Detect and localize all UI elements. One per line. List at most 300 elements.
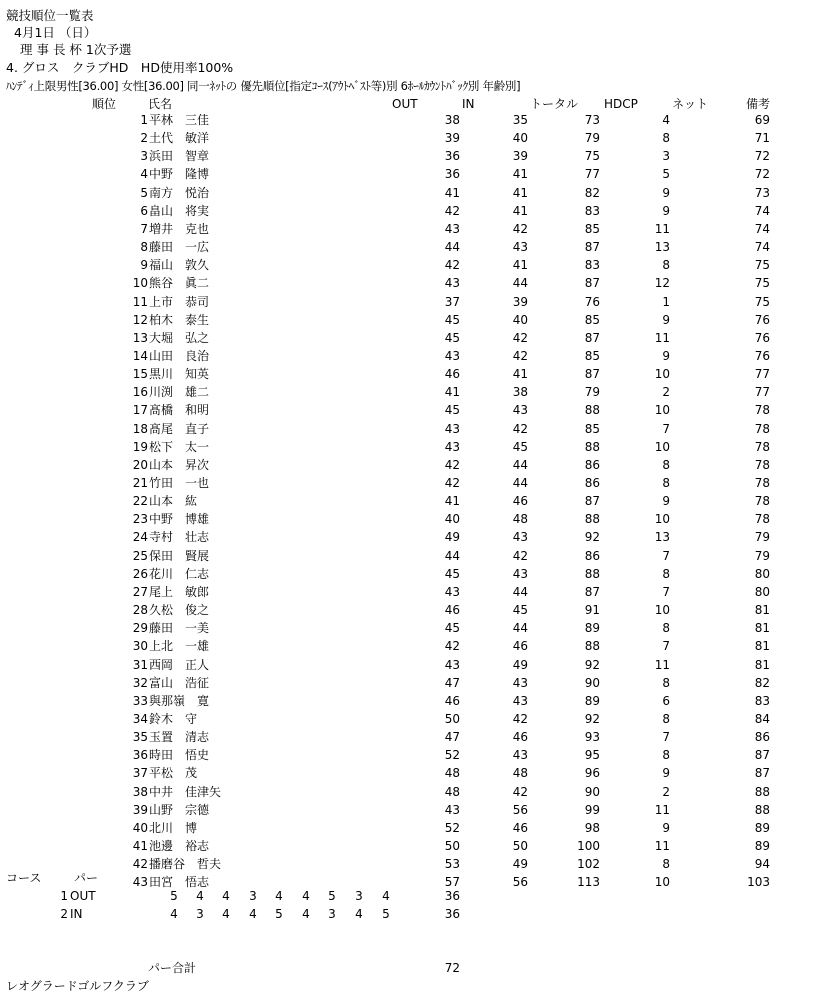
out-cell: 53 bbox=[444, 857, 460, 871]
hole-par: 3 bbox=[249, 889, 257, 903]
hdcp-cell: 9 bbox=[662, 494, 670, 508]
in-cell: 49 bbox=[512, 658, 528, 672]
total-cell: 76 bbox=[584, 295, 600, 309]
rank-cell: 23 bbox=[132, 512, 148, 526]
hole-par: 4 bbox=[302, 889, 310, 903]
hole-par: 5 bbox=[275, 907, 283, 921]
total-cell: 89 bbox=[584, 621, 600, 635]
hdcp-cell: 10 bbox=[654, 875, 670, 889]
name-cell: 保田 賢展 bbox=[149, 549, 210, 563]
hdcp-cell: 2 bbox=[662, 785, 670, 799]
net-cell: 75 bbox=[754, 258, 770, 272]
out-cell: 48 bbox=[444, 766, 460, 780]
total-cell: 88 bbox=[584, 512, 600, 526]
in-cell: 43 bbox=[512, 403, 528, 417]
hole-par: 4 bbox=[275, 889, 283, 903]
hole-par: 3 bbox=[328, 907, 336, 921]
report-title: 競技順位一覧表 bbox=[6, 8, 94, 23]
out-cell: 38 bbox=[444, 113, 460, 127]
name-cell: 黒川 知英 bbox=[149, 367, 210, 381]
name-cell: 上北 一雄 bbox=[149, 639, 210, 653]
name-cell: 山本 紘 bbox=[149, 494, 198, 508]
net-cell: 78 bbox=[754, 403, 770, 417]
col-remarks: 備考 bbox=[746, 97, 771, 111]
hdcp-cell: 8 bbox=[662, 676, 670, 690]
scoring-method: 4. グロス クラブHD HD使用率100% bbox=[6, 60, 234, 75]
out-cell: 36 bbox=[444, 149, 460, 163]
name-cell: 増井 克也 bbox=[149, 222, 210, 236]
total-cell: 95 bbox=[584, 748, 600, 762]
out-cell: 50 bbox=[444, 712, 460, 726]
rank-cell: 32 bbox=[132, 676, 148, 690]
net-cell: 88 bbox=[754, 785, 770, 799]
event-date: 4月1日 （日） bbox=[14, 25, 97, 40]
col-total: トータル bbox=[530, 97, 579, 111]
name-cell: 中野 博雄 bbox=[149, 512, 210, 526]
total-cell: 87 bbox=[584, 494, 600, 508]
hdcp-cell: 12 bbox=[654, 276, 670, 290]
hdcp-cell: 7 bbox=[662, 730, 670, 744]
hdcp-cell: 10 bbox=[654, 512, 670, 526]
rank-cell: 19 bbox=[132, 440, 148, 454]
rank-cell: 21 bbox=[132, 476, 148, 490]
out-cell: 43 bbox=[444, 349, 460, 363]
total-cell: 88 bbox=[584, 403, 600, 417]
out-cell: 47 bbox=[444, 676, 460, 690]
net-cell: 77 bbox=[754, 367, 770, 381]
rank-cell: 43 bbox=[132, 875, 148, 889]
par-label: パー bbox=[74, 871, 99, 885]
rank-cell: 16 bbox=[132, 385, 148, 399]
in-cell: 42 bbox=[512, 349, 528, 363]
hdcp-cell: 13 bbox=[654, 240, 670, 254]
name-cell: 髙橋 和明 bbox=[149, 403, 210, 417]
net-cell: 94 bbox=[754, 857, 770, 871]
in-cell: 42 bbox=[512, 222, 528, 236]
net-cell: 72 bbox=[754, 149, 770, 163]
event-name: 理 事 長 杯 1次予選 bbox=[20, 42, 132, 57]
out-cell: 45 bbox=[444, 403, 460, 417]
out-cell: 39 bbox=[444, 131, 460, 145]
in-cell: 39 bbox=[512, 295, 528, 309]
total-cell: 75 bbox=[584, 149, 600, 163]
rank-cell: 12 bbox=[132, 313, 148, 327]
out-cell: 43 bbox=[444, 585, 460, 599]
hdcp-cell: 10 bbox=[654, 367, 670, 381]
rank-cell: 27 bbox=[132, 585, 148, 599]
hole-par: 4 bbox=[222, 907, 230, 921]
net-cell: 82 bbox=[754, 676, 770, 690]
out-cell: 42 bbox=[444, 258, 460, 272]
name-cell: 久松 俊之 bbox=[149, 603, 210, 617]
hdcp-cell: 8 bbox=[662, 131, 670, 145]
rank-cell: 25 bbox=[132, 549, 148, 563]
out-cell: 47 bbox=[444, 730, 460, 744]
in-cell: 45 bbox=[512, 440, 528, 454]
in-cell: 46 bbox=[512, 821, 528, 835]
rank-cell: 5 bbox=[140, 186, 148, 200]
rank-cell: 8 bbox=[140, 240, 148, 254]
name-cell: 平林 三佳 bbox=[149, 113, 210, 127]
out-cell: 42 bbox=[444, 476, 460, 490]
name-cell: 山田 良治 bbox=[149, 349, 210, 363]
out-cell: 42 bbox=[444, 204, 460, 218]
hdcp-cell: 1 bbox=[662, 295, 670, 309]
net-cell: 81 bbox=[754, 621, 770, 635]
total-cell: 87 bbox=[584, 240, 600, 254]
hdcp-cell: 7 bbox=[662, 422, 670, 436]
net-cell: 81 bbox=[754, 603, 770, 617]
net-cell: 78 bbox=[754, 440, 770, 454]
net-cell: 78 bbox=[754, 458, 770, 472]
total-cell: 100 bbox=[577, 839, 600, 853]
in-cell: 43 bbox=[512, 240, 528, 254]
net-cell: 78 bbox=[754, 512, 770, 526]
out-cell: 43 bbox=[444, 222, 460, 236]
out-cell: 46 bbox=[444, 367, 460, 381]
rank-cell: 40 bbox=[132, 821, 148, 835]
rank-cell: 15 bbox=[132, 367, 148, 381]
col-hdcp: HDCP bbox=[604, 97, 638, 111]
rank-cell: 41 bbox=[132, 839, 148, 853]
course-par-total: 36 bbox=[444, 889, 460, 903]
hdcp-cell: 8 bbox=[662, 857, 670, 871]
rank-cell: 42 bbox=[132, 857, 148, 871]
total-cell: 85 bbox=[584, 222, 600, 236]
rank-cell: 9 bbox=[140, 258, 148, 272]
out-cell: 43 bbox=[444, 422, 460, 436]
out-cell: 49 bbox=[444, 530, 460, 544]
out-cell: 50 bbox=[444, 839, 460, 853]
hole-par: 4 bbox=[302, 907, 310, 921]
in-cell: 43 bbox=[512, 530, 528, 544]
hdcp-cell: 10 bbox=[654, 403, 670, 417]
total-cell: 88 bbox=[584, 567, 600, 581]
hdcp-cell: 7 bbox=[662, 639, 670, 653]
net-cell: 83 bbox=[754, 694, 770, 708]
in-cell: 46 bbox=[512, 730, 528, 744]
in-cell: 46 bbox=[512, 494, 528, 508]
course-par-total: 36 bbox=[444, 907, 460, 921]
hdcp-cell: 6 bbox=[662, 694, 670, 708]
out-cell: 42 bbox=[444, 458, 460, 472]
net-cell: 72 bbox=[754, 167, 770, 181]
name-cell: 柏木 泰生 bbox=[149, 313, 210, 327]
net-cell: 80 bbox=[754, 567, 770, 581]
total-cell: 87 bbox=[584, 276, 600, 290]
hdcp-cell: 9 bbox=[662, 821, 670, 835]
total-cell: 92 bbox=[584, 712, 600, 726]
rank-cell: 14 bbox=[132, 349, 148, 363]
hdcp-cell: 3 bbox=[662, 149, 670, 163]
name-cell: 西岡 正人 bbox=[149, 658, 210, 672]
rank-cell: 6 bbox=[140, 204, 148, 218]
net-cell: 84 bbox=[754, 712, 770, 726]
rank-cell: 4 bbox=[140, 167, 148, 181]
in-cell: 56 bbox=[512, 803, 528, 817]
total-cell: 86 bbox=[584, 476, 600, 490]
net-cell: 103 bbox=[747, 875, 770, 889]
total-cell: 86 bbox=[584, 458, 600, 472]
out-cell: 41 bbox=[444, 385, 460, 399]
hdcp-cell: 7 bbox=[662, 549, 670, 563]
in-cell: 49 bbox=[512, 857, 528, 871]
in-cell: 56 bbox=[512, 875, 528, 889]
net-cell: 73 bbox=[754, 186, 770, 200]
total-cell: 113 bbox=[577, 875, 600, 889]
out-cell: 52 bbox=[444, 748, 460, 762]
total-cell: 86 bbox=[584, 549, 600, 563]
rank-cell: 13 bbox=[132, 331, 148, 345]
total-cell: 102 bbox=[577, 857, 600, 871]
in-cell: 44 bbox=[512, 585, 528, 599]
hole-par: 5 bbox=[170, 889, 178, 903]
hdcp-cell: 8 bbox=[662, 621, 670, 635]
hole-par: 3 bbox=[196, 907, 204, 921]
rank-cell: 10 bbox=[132, 276, 148, 290]
rank-cell: 33 bbox=[132, 694, 148, 708]
rank-cell: 29 bbox=[132, 621, 148, 635]
in-cell: 41 bbox=[512, 167, 528, 181]
net-cell: 76 bbox=[754, 349, 770, 363]
total-cell: 85 bbox=[584, 349, 600, 363]
hdcp-cell: 8 bbox=[662, 476, 670, 490]
out-cell: 57 bbox=[444, 875, 460, 889]
net-cell: 79 bbox=[754, 549, 770, 563]
hdcp-cell: 10 bbox=[654, 603, 670, 617]
rank-cell: 7 bbox=[140, 222, 148, 236]
name-cell: 玉置 清志 bbox=[149, 730, 210, 744]
net-cell: 71 bbox=[754, 131, 770, 145]
total-cell: 90 bbox=[584, 676, 600, 690]
net-cell: 74 bbox=[754, 240, 770, 254]
club-name: レオグラードゴルフクラブ bbox=[6, 979, 149, 993]
rank-cell: 37 bbox=[132, 766, 148, 780]
total-cell: 96 bbox=[584, 766, 600, 780]
hdcp-cell: 11 bbox=[654, 803, 670, 817]
out-cell: 43 bbox=[444, 276, 460, 290]
hdcp-cell: 13 bbox=[654, 530, 670, 544]
total-cell: 91 bbox=[584, 603, 600, 617]
out-cell: 44 bbox=[444, 549, 460, 563]
name-cell: 上市 恭司 bbox=[149, 295, 210, 309]
net-cell: 87 bbox=[754, 748, 770, 762]
total-cell: 92 bbox=[584, 530, 600, 544]
rank-cell: 20 bbox=[132, 458, 148, 472]
total-cell: 93 bbox=[584, 730, 600, 744]
in-cell: 43 bbox=[512, 676, 528, 690]
col-out: OUT bbox=[392, 97, 418, 111]
name-cell: 熊谷 眞二 bbox=[149, 276, 210, 290]
net-cell: 78 bbox=[754, 422, 770, 436]
in-cell: 35 bbox=[512, 113, 528, 127]
rank-cell: 34 bbox=[132, 712, 148, 726]
hdcp-cell: 8 bbox=[662, 712, 670, 726]
rank-cell: 26 bbox=[132, 567, 148, 581]
rank-cell: 31 bbox=[132, 658, 148, 672]
hole-par: 4 bbox=[196, 889, 204, 903]
name-cell: 大堀 弘之 bbox=[149, 331, 210, 345]
in-cell: 38 bbox=[512, 385, 528, 399]
name-cell: 平松 茂 bbox=[149, 766, 198, 780]
name-cell: 土代 敏洋 bbox=[149, 131, 210, 145]
in-cell: 42 bbox=[512, 331, 528, 345]
rank-cell: 2 bbox=[140, 131, 148, 145]
name-cell: 畠山 将実 bbox=[149, 204, 210, 218]
col-in: IN bbox=[462, 97, 475, 111]
hdcp-cell: 10 bbox=[654, 440, 670, 454]
hole-par: 4 bbox=[382, 889, 390, 903]
rank-cell: 38 bbox=[132, 785, 148, 799]
in-cell: 46 bbox=[512, 639, 528, 653]
course-name: OUT bbox=[70, 889, 96, 903]
in-cell: 42 bbox=[512, 549, 528, 563]
hdcp-cell: 11 bbox=[654, 331, 670, 345]
total-cell: 98 bbox=[584, 821, 600, 835]
total-cell: 77 bbox=[584, 167, 600, 181]
total-cell: 85 bbox=[584, 422, 600, 436]
hdcp-cell: 9 bbox=[662, 313, 670, 327]
in-cell: 43 bbox=[512, 567, 528, 581]
total-cell: 83 bbox=[584, 204, 600, 218]
rank-cell: 36 bbox=[132, 748, 148, 762]
name-cell: 中井 佳津矢 bbox=[149, 785, 222, 799]
par-total-value: 72 bbox=[444, 961, 460, 975]
total-cell: 85 bbox=[584, 313, 600, 327]
hdcp-cell: 7 bbox=[662, 585, 670, 599]
name-cell: 田宮 悟志 bbox=[149, 875, 210, 889]
out-cell: 37 bbox=[444, 295, 460, 309]
total-cell: 89 bbox=[584, 694, 600, 708]
hole-par: 4 bbox=[355, 907, 363, 921]
total-cell: 87 bbox=[584, 331, 600, 345]
name-cell: 山本 昇次 bbox=[149, 458, 210, 472]
name-cell: 池邊 裕志 bbox=[149, 839, 210, 853]
rank-cell: 28 bbox=[132, 603, 148, 617]
out-cell: 41 bbox=[444, 494, 460, 508]
out-cell: 44 bbox=[444, 240, 460, 254]
name-cell: 播磨谷 哲夫 bbox=[149, 857, 222, 871]
hdcp-cell: 11 bbox=[654, 222, 670, 236]
rank-cell: 39 bbox=[132, 803, 148, 817]
in-cell: 40 bbox=[512, 313, 528, 327]
hdcp-cell: 5 bbox=[662, 167, 670, 181]
total-cell: 90 bbox=[584, 785, 600, 799]
out-cell: 46 bbox=[444, 603, 460, 617]
net-cell: 79 bbox=[754, 530, 770, 544]
par-total-label: パー合計 bbox=[148, 961, 197, 975]
out-cell: 43 bbox=[444, 440, 460, 454]
name-cell: 尾上 敏郎 bbox=[149, 585, 210, 599]
col-rank: 順位 bbox=[92, 97, 117, 111]
in-cell: 44 bbox=[512, 276, 528, 290]
name-cell: 竹田 一也 bbox=[149, 476, 210, 490]
total-cell: 73 bbox=[584, 113, 600, 127]
in-cell: 44 bbox=[512, 458, 528, 472]
total-cell: 92 bbox=[584, 658, 600, 672]
hdcp-cell: 8 bbox=[662, 458, 670, 472]
rank-cell: 18 bbox=[132, 422, 148, 436]
in-cell: 45 bbox=[512, 603, 528, 617]
name-cell: 寺村 壮志 bbox=[149, 530, 210, 544]
hdcp-cell: 9 bbox=[662, 766, 670, 780]
hdcp-cell: 8 bbox=[662, 567, 670, 581]
net-cell: 74 bbox=[754, 222, 770, 236]
net-cell: 76 bbox=[754, 313, 770, 327]
hole-par: 4 bbox=[170, 907, 178, 921]
name-cell: 山野 宗德 bbox=[149, 803, 210, 817]
in-cell: 41 bbox=[512, 258, 528, 272]
name-cell: 南方 悦治 bbox=[149, 186, 210, 200]
net-cell: 89 bbox=[754, 821, 770, 835]
net-cell: 81 bbox=[754, 658, 770, 672]
rank-cell: 3 bbox=[140, 149, 148, 163]
hdcp-cell: 9 bbox=[662, 204, 670, 218]
out-cell: 45 bbox=[444, 621, 460, 635]
total-cell: 87 bbox=[584, 367, 600, 381]
net-cell: 74 bbox=[754, 204, 770, 218]
name-cell: 花川 仁志 bbox=[149, 567, 210, 581]
out-cell: 48 bbox=[444, 785, 460, 799]
hdcp-cell: 9 bbox=[662, 349, 670, 363]
total-cell: 87 bbox=[584, 585, 600, 599]
in-cell: 50 bbox=[512, 839, 528, 853]
in-cell: 48 bbox=[512, 766, 528, 780]
name-cell: 北川 博 bbox=[149, 821, 198, 835]
course-no: 2 bbox=[60, 907, 68, 921]
rank-cell: 22 bbox=[132, 494, 148, 508]
hole-par: 5 bbox=[328, 889, 336, 903]
name-cell: 藤田 一美 bbox=[149, 621, 210, 635]
hdcp-cell: 8 bbox=[662, 748, 670, 762]
hole-par: 3 bbox=[355, 889, 363, 903]
net-cell: 78 bbox=[754, 476, 770, 490]
total-cell: 88 bbox=[584, 440, 600, 454]
out-cell: 45 bbox=[444, 331, 460, 345]
out-cell: 43 bbox=[444, 658, 460, 672]
col-net: ネット bbox=[672, 97, 709, 111]
in-cell: 41 bbox=[512, 186, 528, 200]
hdcp-cell: 8 bbox=[662, 258, 670, 272]
net-cell: 78 bbox=[754, 494, 770, 508]
out-cell: 41 bbox=[444, 186, 460, 200]
name-cell: 浜田 智章 bbox=[149, 149, 210, 163]
hdcp-cell: 2 bbox=[662, 385, 670, 399]
net-cell: 77 bbox=[754, 385, 770, 399]
out-cell: 43 bbox=[444, 803, 460, 817]
hdcp-cell: 11 bbox=[654, 839, 670, 853]
net-cell: 75 bbox=[754, 295, 770, 309]
in-cell: 41 bbox=[512, 367, 528, 381]
total-cell: 83 bbox=[584, 258, 600, 272]
handicap-note: ﾊﾝﾃﾞｨ上限男性[36.00] 女性[36.00] 同一ﾈｯﾄの 優先順位[指定ｺｰｽ(ｱｳﾄﾍﾞｽﾄ等)別 6ﾎｰﾙｶｳﾝﾄﾊﾞｯｸ別 年齢別] bbox=[6, 79, 521, 93]
total-cell: 79 bbox=[584, 385, 600, 399]
in-cell: 43 bbox=[512, 694, 528, 708]
hdcp-cell: 11 bbox=[654, 658, 670, 672]
out-cell: 45 bbox=[444, 313, 460, 327]
name-cell: 時田 悟史 bbox=[149, 748, 210, 762]
rank-cell: 35 bbox=[132, 730, 148, 744]
name-cell: 髙尾 直子 bbox=[149, 422, 210, 436]
in-cell: 40 bbox=[512, 131, 528, 145]
total-cell: 82 bbox=[584, 186, 600, 200]
name-cell: 福山 敦久 bbox=[149, 258, 210, 272]
out-cell: 46 bbox=[444, 694, 460, 708]
in-cell: 44 bbox=[512, 621, 528, 635]
out-cell: 45 bbox=[444, 567, 460, 581]
net-cell: 89 bbox=[754, 839, 770, 853]
in-cell: 42 bbox=[512, 422, 528, 436]
